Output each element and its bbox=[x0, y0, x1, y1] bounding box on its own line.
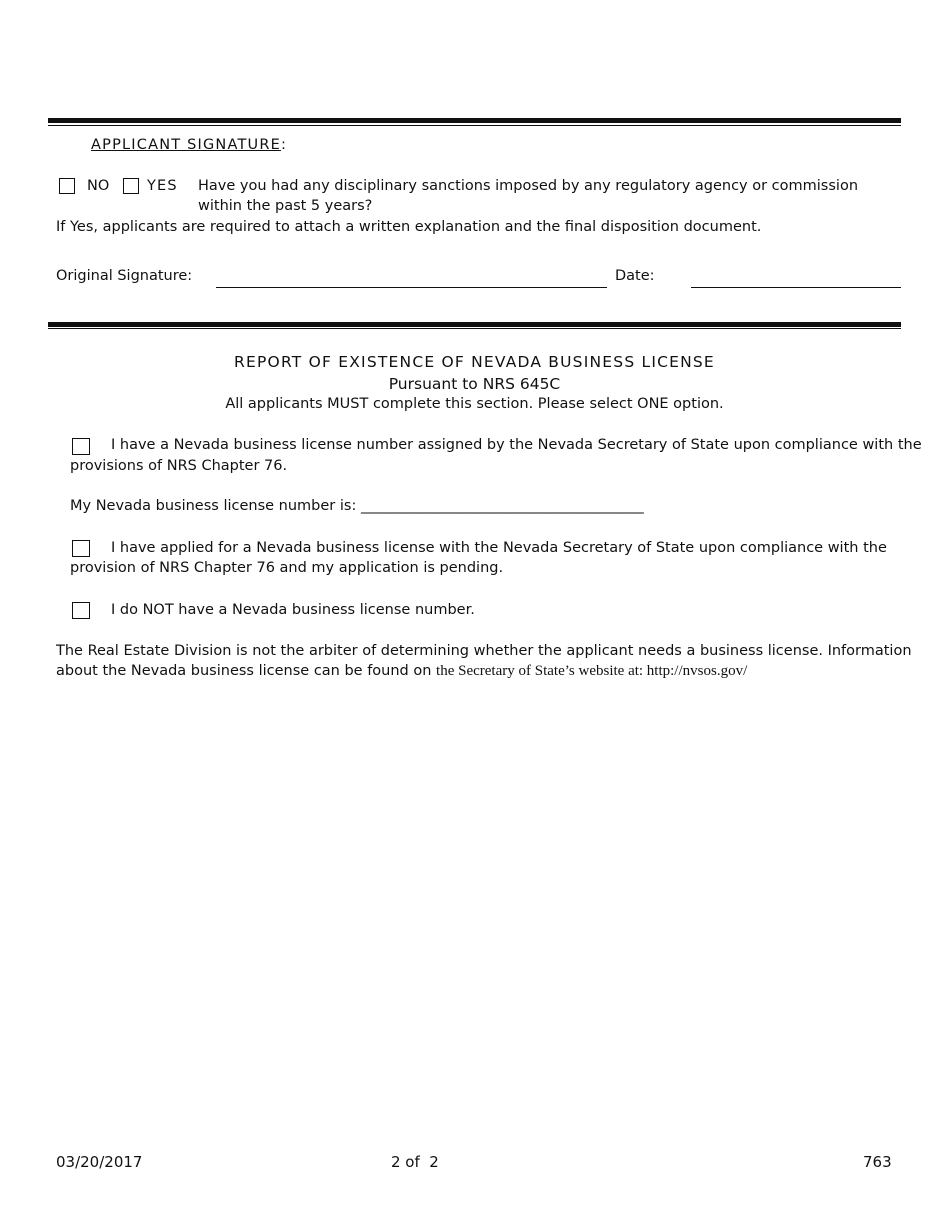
signature-field[interactable] bbox=[216, 287, 607, 288]
footer-date: 03/20/2017 bbox=[56, 1153, 143, 1171]
middle-divider-thin bbox=[48, 328, 901, 329]
original-signature-label: Original Signature: bbox=[56, 268, 193, 284]
option-applied-line1: I have applied for a Nevada business license with the Nevada Secretary of State upon compliance with the bbox=[111, 540, 887, 556]
business-license-title: REPORT OF EXISTENCE OF NEVADA BUSINESS LICENSE bbox=[234, 353, 715, 371]
option-has-license-checkbox[interactable] bbox=[72, 438, 90, 455]
option-no-license-checkbox[interactable] bbox=[72, 602, 90, 619]
business-license-instruction: All applicants MUST complete this section. Please select ONE option. bbox=[225, 396, 724, 412]
top-divider-thin bbox=[48, 125, 901, 126]
yes-checkbox[interactable] bbox=[123, 178, 139, 194]
business-license-subtitle: Pursuant to NRS 645C bbox=[388, 375, 561, 393]
no-label: NO bbox=[87, 178, 110, 194]
option-applied-checkbox[interactable] bbox=[72, 540, 90, 557]
license-number-label: My Nevada business license number is: bbox=[70, 498, 357, 514]
license-number-row bbox=[70, 498, 644, 514]
option-has-license-line2: provisions of NRS Chapter 76. bbox=[70, 458, 288, 474]
middle-divider-thick bbox=[48, 322, 901, 327]
footer-page-number: 2 of 2 bbox=[391, 1153, 439, 1171]
applicant-signature-heading bbox=[91, 137, 287, 153]
yes-label: YES bbox=[147, 178, 178, 194]
license-number-field[interactable]: _______________________________________ bbox=[360, 498, 644, 514]
date-label: Date: bbox=[615, 268, 655, 284]
secretary-of-state-link[interactable]: the Secretary of State’s website at: http://nvsos.gov/ bbox=[436, 663, 748, 679]
disciplinary-question-line2: within the past 5 years? bbox=[198, 198, 373, 214]
disciplinary-note: If Yes, applicants are required to attach a written explanation and the final disposition document. bbox=[56, 219, 762, 235]
option-no-license-text: I do NOT have a Nevada business license number. bbox=[111, 602, 475, 618]
heading-text: APPLICANT SIGNATURE bbox=[91, 137, 281, 153]
heading-colon: : bbox=[280, 137, 288, 153]
option-has-license-line1: I have a Nevada business license number assigned by the Nevada Secretary of State upon compliance with the bbox=[111, 437, 922, 453]
disciplinary-question-line1: Have you had any disciplinary sanctions imposed by any regulatory agency or commission bbox=[198, 178, 859, 194]
info-line2 bbox=[56, 663, 747, 680]
option-applied-line2: provision of NRS Chapter 76 and my application is pending. bbox=[70, 560, 504, 576]
info-line2-start: about the Nevada business license can be found on bbox=[56, 663, 432, 679]
date-field[interactable] bbox=[691, 287, 901, 288]
info-line1: The Real Estate Division is not the arbiter of determining whether the applicant needs a business license. Information bbox=[56, 643, 912, 659]
no-checkbox[interactable] bbox=[59, 178, 75, 194]
top-divider-thick bbox=[48, 118, 901, 123]
footer-form-number: 763 bbox=[863, 1153, 892, 1171]
